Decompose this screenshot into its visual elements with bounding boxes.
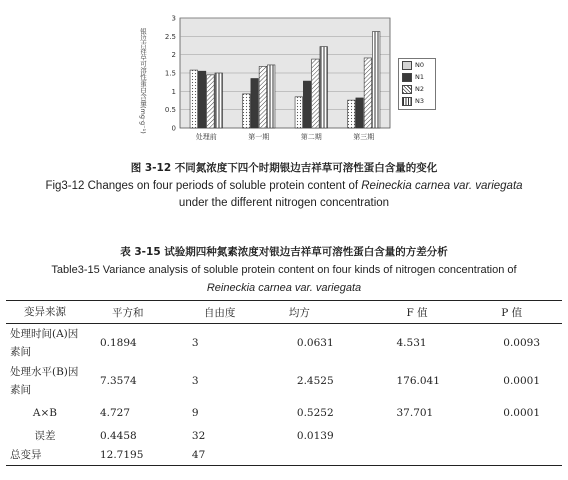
table-cell: 0.1894: [99, 336, 137, 349]
bar-N3-3: [372, 32, 380, 128]
table-cell: [367, 426, 480, 446]
table-cell: [367, 446, 480, 466]
table-cell: 0.0139: [296, 429, 334, 442]
table-cell: [479, 426, 562, 446]
figure-caption-en: [0, 178, 568, 194]
table-cell: 4.531: [396, 336, 427, 349]
table-cell: 2.4525: [296, 374, 334, 387]
figure-caption-en-pre: Fig3-12 Changes on four periods of soluble protein content of: [45, 180, 362, 192]
table-cell: 0.5252: [296, 406, 334, 419]
figure-caption-en-species: Reineckia carnea var. variegata: [361, 180, 523, 192]
bar-chart: [140, 6, 440, 156]
table-caption-en-species: Reineckia carnea var. variegata: [206, 282, 362, 294]
row-source: 处理时间(A)因素间: [10, 327, 79, 358]
table-cell: [479, 446, 562, 466]
legend-label: N1: [415, 73, 424, 81]
bar-N1-1: [251, 79, 259, 129]
bar-N0-2: [295, 97, 303, 128]
legend-item: [399, 95, 435, 107]
legend-swatch: [402, 97, 412, 106]
y-axis-label: 银边吉祥草可溶性蛋白含量(mg·g⁻¹): [139, 28, 147, 134]
table-cell: 0.4458: [99, 429, 137, 442]
header-ms: 均方: [288, 306, 310, 319]
legend-swatch: [402, 85, 412, 94]
x-tick-label: 第二期: [300, 133, 322, 141]
figure-caption-en-line2: under the different nitrogen concentration: [178, 197, 390, 209]
table-caption-cn: 表 3-15 试验期四种氮素浓度对银边吉祥草可溶性蛋白含量的方差分析: [120, 246, 448, 258]
legend-swatch: [402, 73, 412, 82]
bar-N0-1: [243, 94, 251, 128]
table-cell: 0.0093: [503, 336, 541, 349]
chart-svg: [140, 6, 440, 156]
bar-N2-1: [259, 66, 267, 128]
table-cell: 3: [191, 374, 199, 387]
y-tick-label: 1: [171, 87, 176, 96]
y-tick-label: 1.5: [164, 69, 176, 78]
table-cell: [267, 446, 367, 466]
bar-N2-2: [312, 59, 320, 128]
row-source: A×B: [32, 406, 58, 419]
table-cell: 4.727: [99, 406, 131, 419]
table-cell: 32: [191, 429, 206, 442]
table-row: [6, 324, 562, 362]
table-row: [6, 400, 562, 426]
header-ss: 平方和: [111, 306, 144, 319]
anova-table: [6, 300, 562, 466]
bar-N3-2: [320, 47, 328, 128]
table-row: [6, 362, 562, 400]
header-df: 自由度: [203, 306, 236, 319]
table-cell: 7.3574: [99, 374, 137, 387]
table-cell: 3: [191, 336, 199, 349]
x-tick-label: 第三期: [353, 133, 375, 141]
legend-item: [399, 83, 435, 95]
row-source: 处理水平(B)因素间: [10, 365, 79, 396]
table-cell: 0.0001: [503, 406, 541, 419]
header-p: P 值: [501, 306, 523, 319]
bar-N1-3: [356, 98, 364, 128]
legend-item: [399, 59, 435, 71]
legend-label: N3: [415, 97, 424, 105]
legend-swatch: [402, 61, 412, 70]
header-f: F 值: [406, 306, 428, 319]
bar-N1-0: [198, 71, 206, 128]
legend-label: N0: [415, 61, 424, 69]
header-source: 变异来源: [23, 306, 66, 318]
figure-caption-cn: 图 3-12 不同氮浓度下四个时期银边吉祥草可溶性蛋白含量的变化: [130, 162, 438, 174]
bar-N0-3: [348, 100, 356, 128]
table-caption-en: Table3-15 Variance analysis of soluble protein content on four kinds of nitrogen concentration of: [51, 264, 517, 276]
table-header-row: [6, 301, 562, 324]
bar-N1-2: [303, 81, 311, 128]
bar-N3-0: [215, 73, 223, 128]
table-cell: 9: [191, 406, 199, 419]
y-tick-label: 0: [171, 124, 176, 133]
chart-legend: [398, 58, 436, 110]
y-tick-label: 3: [171, 14, 176, 23]
table-cell: 176.041: [396, 374, 440, 387]
row-source: 误差: [34, 429, 56, 442]
bar-N2-0: [207, 75, 215, 128]
bar-N2-3: [364, 58, 372, 128]
y-tick-label: 2: [171, 51, 176, 60]
table-cell: 0.0631: [296, 336, 334, 349]
bar-N0-0: [190, 70, 198, 128]
table-cell: 37.701: [396, 406, 434, 419]
table-row: [6, 446, 562, 466]
table-cell: 47: [191, 449, 206, 462]
table-cell: 12.7195: [99, 449, 144, 462]
bar-N3-1: [267, 65, 275, 128]
row-source: 总变异: [10, 449, 42, 462]
table-row: [6, 426, 562, 446]
y-tick-label: 2.5: [164, 32, 176, 41]
x-tick-label: 处理前: [195, 133, 217, 141]
legend-item: [399, 71, 435, 83]
y-tick-label: 0.5: [164, 106, 176, 115]
x-tick-label: 第一期: [248, 133, 270, 141]
table-cell: 0.0001: [503, 374, 541, 387]
legend-label: N2: [415, 85, 424, 93]
